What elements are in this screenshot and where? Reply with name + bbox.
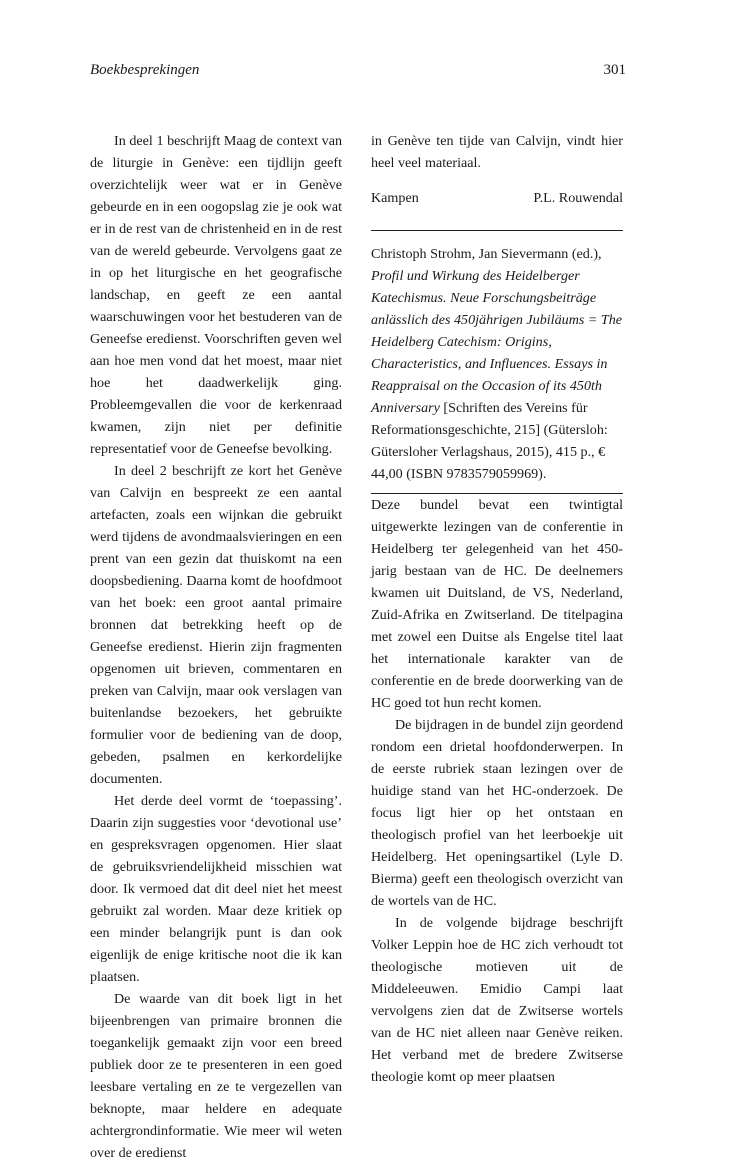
left-column bbox=[90, 130, 342, 1164]
signature-reviewer: P.L. Rouwendal bbox=[533, 190, 623, 206]
paragraph-continued: in Genève ten tijde van Calvijn, vindt hier heel veel materiaal. bbox=[371, 133, 623, 171]
book-title: Profil und Wirkung des Heidelberger Katechismus. Neue Forschungsbeiträge anlässlich des 450jährigen Jubiläums = The Heidelberg Catechism: Origins, Characteristics, and Influences. Essays in Reappraisal on the Occasion of its 450th Anniversary bbox=[371, 268, 623, 416]
paragraph: De bijdragen in de bundel zijn geordend rondom een drietal hoofdonderwerpen. In de eerste rubriek staan lezingen over de huidige stand van het HC-onderzoek. De focus ligt hier op het ontstaan en theologisch profiel van het leerboekje uit Heidelberg. Het openingsartikel (Lyle D. Bierma) geeft een theologisch overzicht van de wortels van de HC. bbox=[371, 717, 623, 909]
paragraph: In deel 2 beschrijft ze kort het Genève van Calvijn en bespreekt ze een aantal artefacten, zoals een wijnkan die gebruikt werd tijdens de avondmaalsvieringen en een prent van een gezin dat thuiskomt na een doopsbediening. Daarna komt de hoofdmoot van het boek: een groot aantal primaire bronnen dat betrekking heeft op de Geneefse eredienst. Hierin zijn fragmenten opgenomen uit brieven, commentaren en preken van Calvijn, maar ook verslagen van buitenlandse bezoekers, het gebruikte formulier voor de bediening van de doop, gebeden, psalmen en kerkordelijke documenten. bbox=[90, 463, 342, 787]
page-number: 301 bbox=[603, 62, 626, 78]
paragraph: Deze bundel bevat een twintigtal uitgewerkte lezingen van de conferentie in Heidelberg ter gelegenheid van het 450-jarig bestaan van de HC. De deelnemers kwamen uit Duitsland, de VS, Nederland, Zuid-Afrika en Zwitserland. De titelpagina met zowel een Duitse als Engelse titel laat het internationale karakter van de conferentie en de brede doorwerking van de HC goed tot hun recht komen. bbox=[371, 497, 623, 711]
paragraph: In deel 1 beschrijft Maag de context van de liturgie in Genève: een tijdlijn geeft overzichtelijk weer wat er in Genève gebeurde en in een oogopslag zie je ook wat er in de rest van de christenheid en in de rest van de wereld gebeurde. Vervolgens gaat ze in op het liturgische en het geografische landschap, en geeft ze een aantal waarschuwingen voor het bestuderen van de Geneefse eredienst. Voorschriften geven wel aan hoe men vond dat het moest, maar niet hoe het daadwerkelijk ging. Probleemgevallen die voor de kerkenraad kwamen, zijn niet per definitie representatief voor de Geneefse bevolking. bbox=[90, 133, 342, 457]
book-authors: Christoph Strohm, Jan Sievermann (ed.), bbox=[371, 246, 602, 262]
book-details: [Schriften des Vereins für Reformationsgeschichte, 215] (Gütersloh: Gütersloher Verlagshaus, 2015), 415 p., € 44,00 (ISBN 9783579059969). bbox=[371, 400, 608, 482]
right-column bbox=[371, 130, 623, 1088]
review-signature bbox=[371, 187, 623, 209]
book-entry bbox=[371, 231, 623, 493]
signature-place: Kampen bbox=[371, 190, 419, 206]
paragraph: In de volgende bijdrage beschrijft Volker Leppin hoe de HC zich verhoudt tot theologische motieven uit de Middeleeuwen. Emidio Campi laat vervolgens zien dat de Zwitserse wortels van de HC niet alleen naar Genève reiken. Het verband met de bredere Zwitserse theologie komt op meer plaatsen bbox=[371, 915, 623, 1085]
running-head: Boekbesprekingen bbox=[90, 62, 200, 78]
paragraph: De waarde van dit boek ligt in het bijeenbrengen van primaire bronnen die toegankelijk gemaakt zijn voor een breed publiek door ze te presenteren in een goed leesbare vertaling en ze te vergezellen van beknopte, maar heldere en adequate achtergrondinformatie. Wie meer wil weten over de eredienst bbox=[90, 991, 342, 1161]
paragraph: Het derde deel vormt de ‘toepassing’. Daarin zijn suggesties voor ‘devotional use’ en gespreksvragen opgenomen. Hier slaat de gebruiksvriendelijkheid misschien wat door. Ik vermoed dat dit deel niet het meest gebruikt zal worden. Maar deze kritiek op een minder belangrijk punt is dan ook eigenlijk de enige kritische noot die ik kan plaatsen. bbox=[90, 793, 342, 985]
